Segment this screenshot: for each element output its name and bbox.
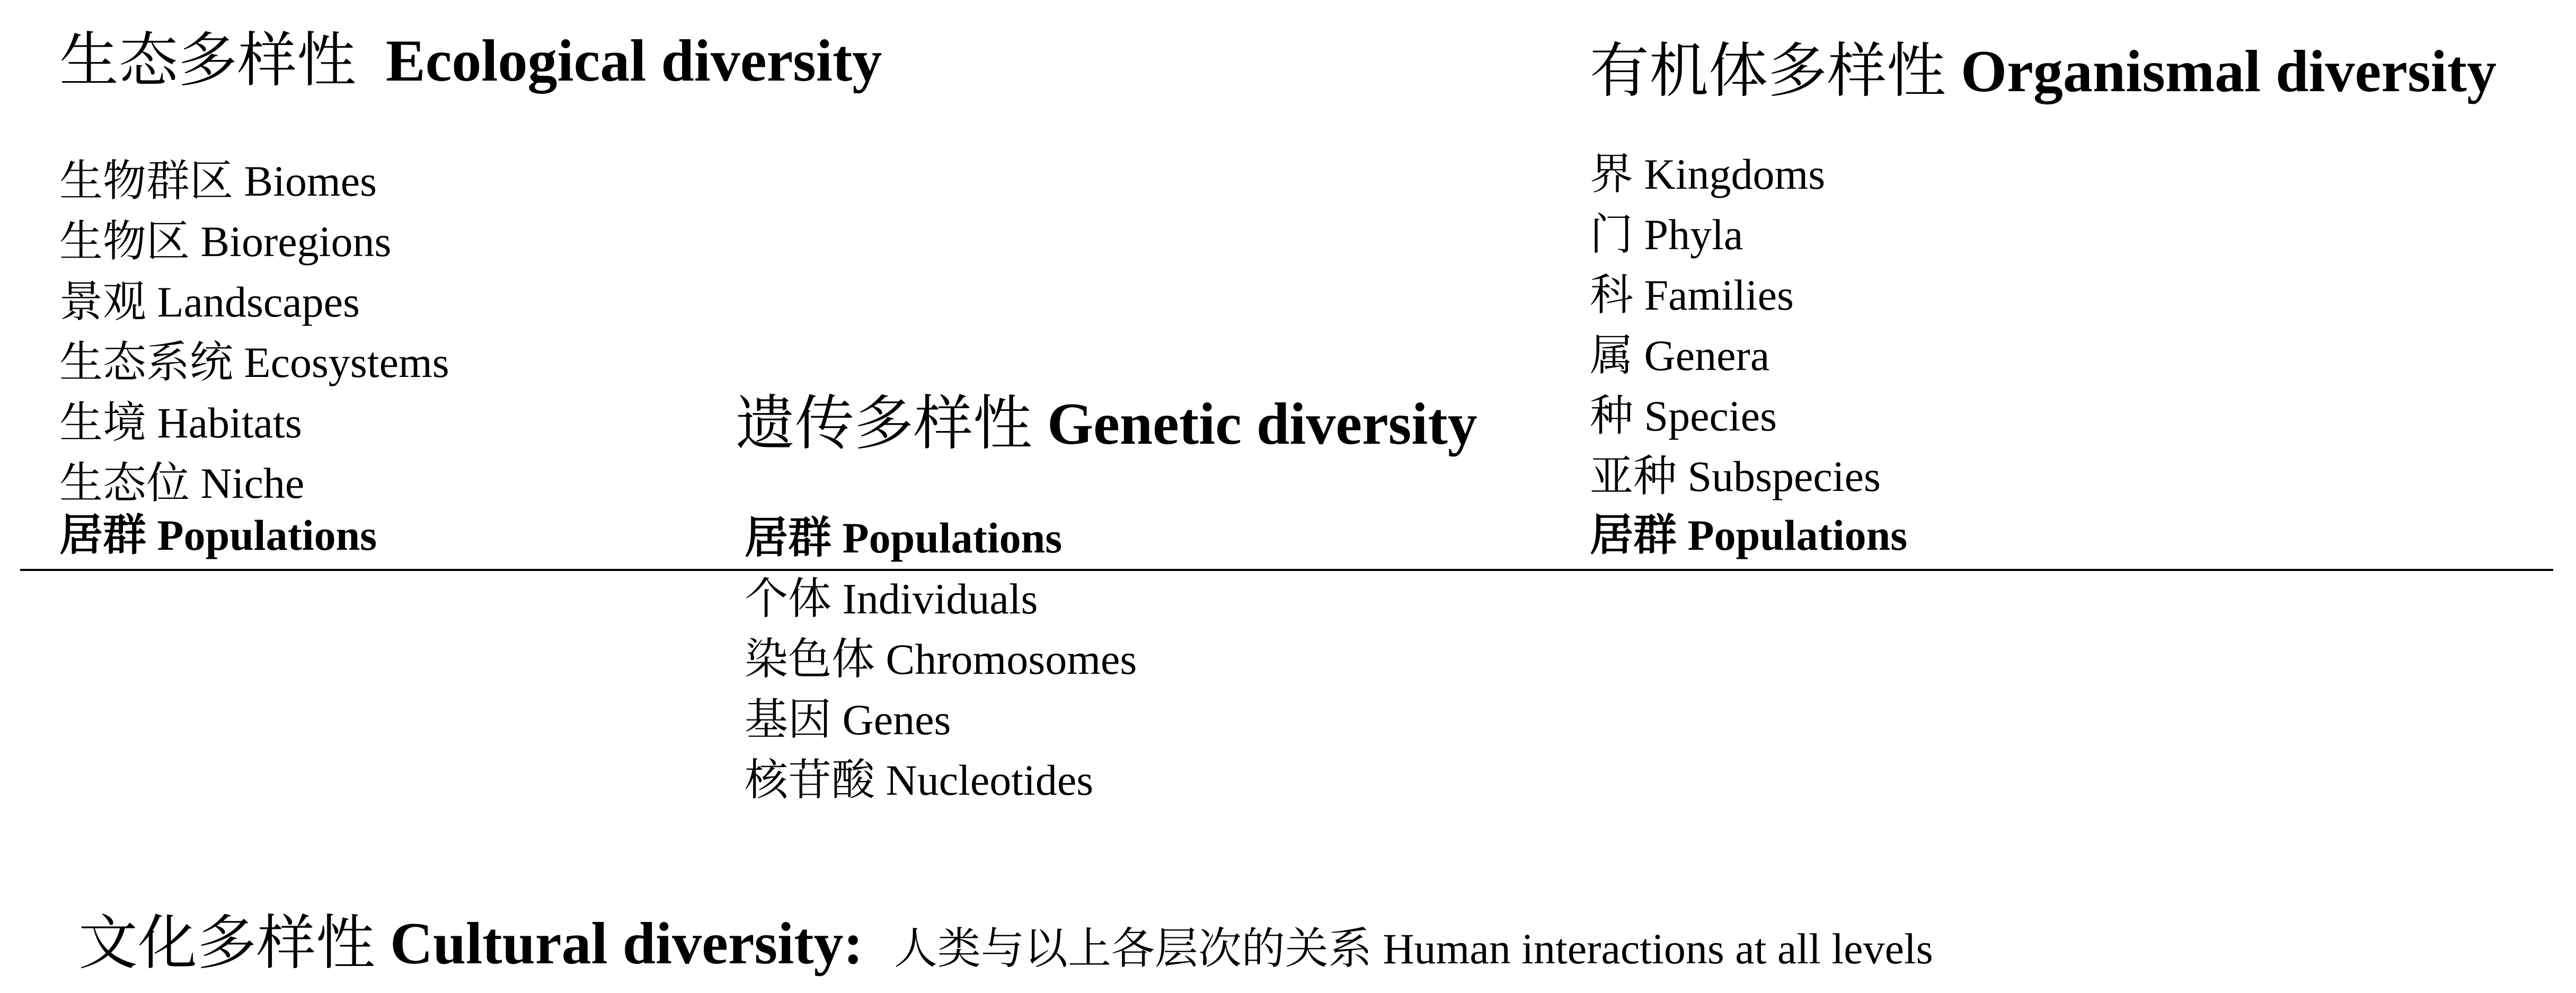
populations-divider-line: [20, 569, 2553, 571]
list-item: 生态位 Niche: [59, 459, 305, 507]
list-item: 亚种 Subspecies: [1590, 452, 1881, 500]
list-item: 生态系统 Ecosystems: [59, 338, 449, 386]
list-item: 属 Genera: [1590, 331, 1770, 380]
organismal-levels-list: [1590, 144, 1881, 507]
list-item: 科 Families: [1590, 271, 1794, 319]
list-item: 生境 Habitats: [59, 399, 302, 447]
cultural-diversity-footer: [78, 912, 1933, 981]
genetic-diversity-title: [736, 392, 1477, 456]
ecological-diversity-title: [59, 29, 882, 93]
list-item: 景观 Landscapes: [59, 278, 360, 326]
list-item: 核苷酸 Nucleotides: [745, 756, 1094, 804]
cultural-diversity-description: 人类与以上各层次的关系 Human interactions at all levels: [893, 925, 1933, 973]
ecological-levels-list: [59, 151, 449, 514]
organismal-title-en: Organismal diversity: [1961, 39, 2497, 104]
ecological-title-zh: 生态多样性: [59, 28, 356, 94]
organismal-populations-label: 居群 Populations: [1590, 511, 1908, 559]
organismal-title-zh: 有机体多样性: [1590, 39, 1946, 104]
genetic-populations-label: 居群 Populations: [745, 514, 1063, 562]
organismal-diversity-title: [1590, 40, 2497, 103]
list-item: 生物区 Bioregions: [59, 217, 392, 266]
genetic-title-zh: 遗传多样性: [736, 391, 1032, 457]
list-item: 种 Species: [1590, 392, 1777, 440]
list-item: 门 Phyla: [1590, 210, 1743, 259]
genetic-title-en: Genetic diversity: [1047, 391, 1477, 457]
list-item: 生物群区 Biomes: [59, 157, 377, 205]
list-item: 界 Kingdoms: [1590, 150, 1826, 198]
cultural-title-zh: 文化多样性: [78, 911, 375, 977]
list-item: 个体 Individuals: [745, 575, 1038, 623]
ecological-title-en: Ecological diversity: [386, 28, 882, 94]
list-item: 基因 Genes: [745, 696, 951, 744]
list-item: 染色体 Chromosomes: [745, 635, 1137, 683]
ecological-populations-label: 居群 Populations: [59, 511, 377, 559]
cultural-title-en: Cultural diversity:: [390, 911, 863, 977]
genetic-levels-list: [745, 569, 1137, 811]
cultural-diversity-title: [78, 911, 878, 977]
